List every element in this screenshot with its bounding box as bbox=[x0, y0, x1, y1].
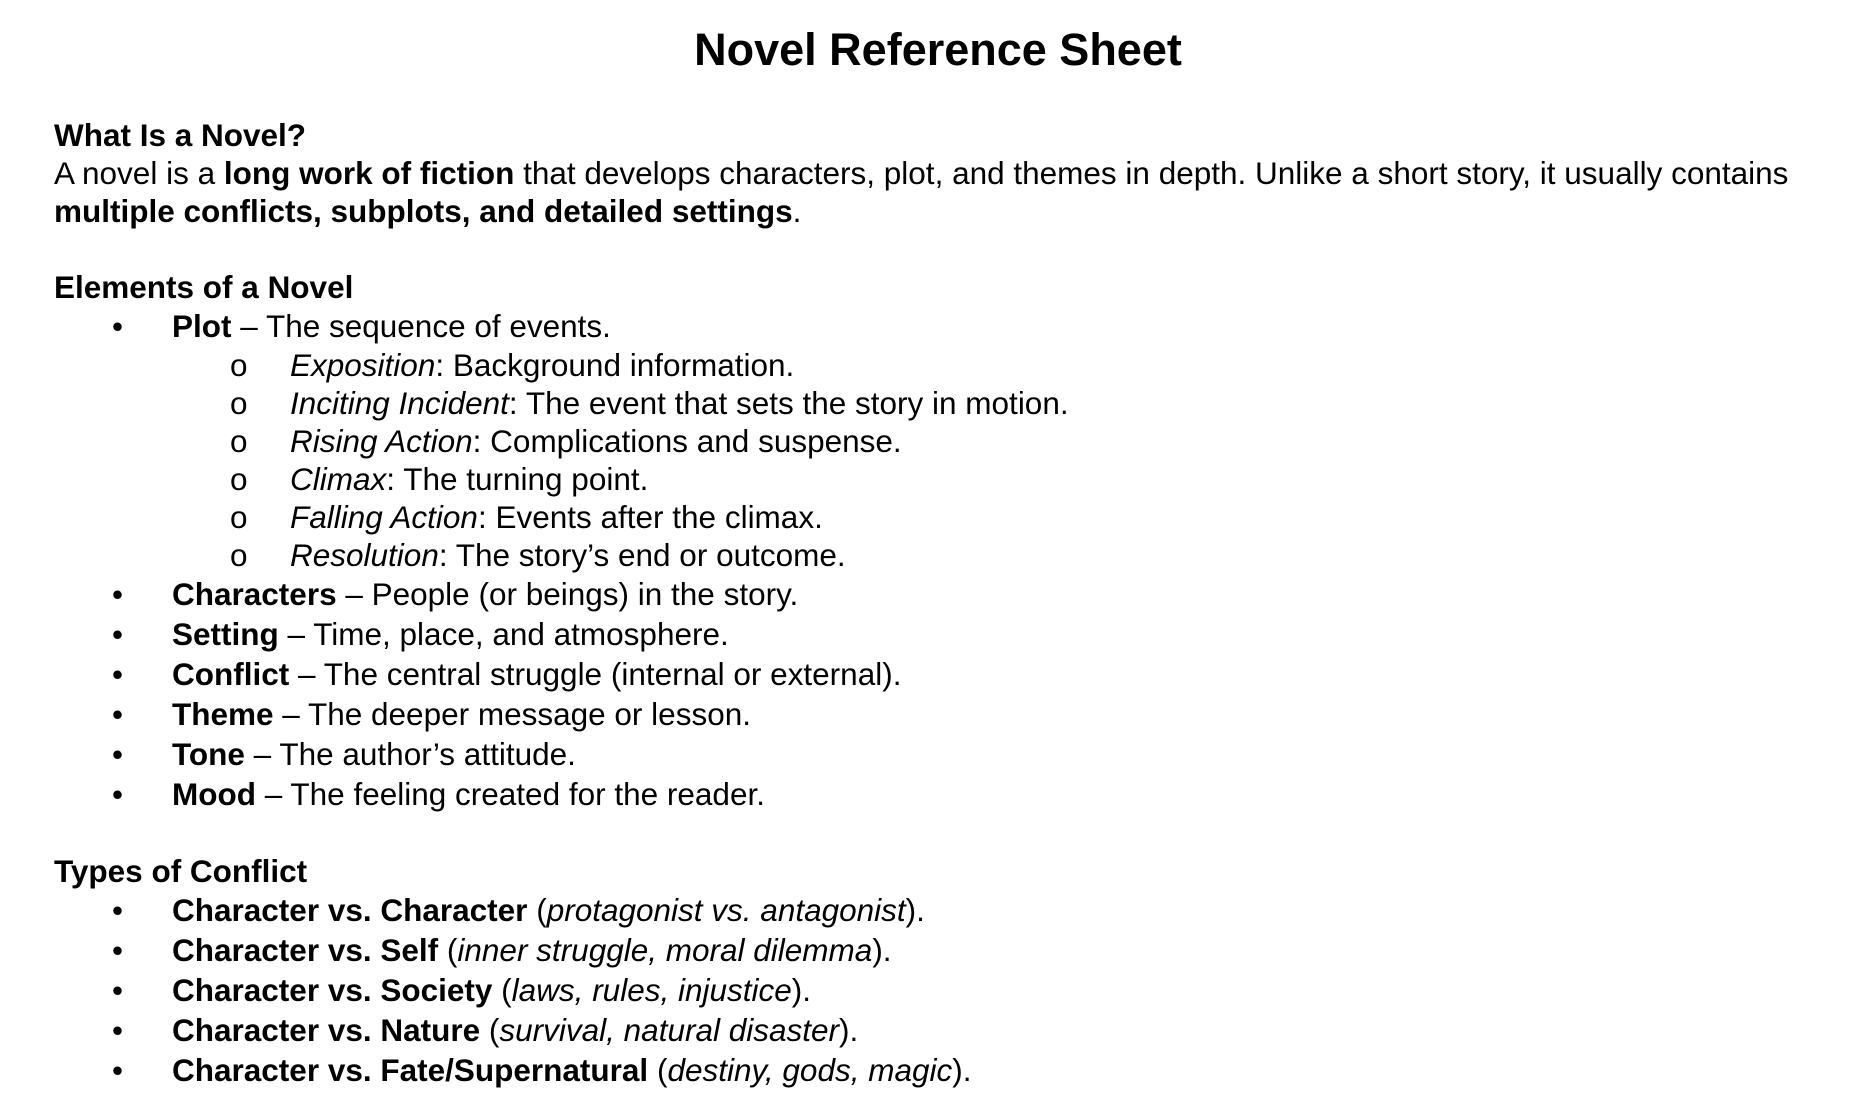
stage-term: Climax bbox=[290, 461, 387, 497]
conflict-example: laws, rules, injustice bbox=[511, 972, 792, 1008]
list-item-conflict bbox=[54, 970, 1834, 1010]
circle-bullet-icon: o bbox=[230, 347, 248, 383]
conflict-close: ). bbox=[791, 972, 812, 1008]
bullet-icon: • bbox=[112, 892, 124, 928]
spacer bbox=[54, 814, 1834, 852]
element-desc: – People (or beings) in the story. bbox=[336, 576, 799, 612]
bullet-icon: • bbox=[112, 736, 124, 772]
document-title: Novel Reference Sheet bbox=[694, 24, 1182, 75]
list-item-element bbox=[54, 694, 1834, 734]
conflict-open: ( bbox=[527, 892, 547, 928]
stage-term: Inciting Incident bbox=[290, 385, 509, 421]
conflict-open: ( bbox=[438, 932, 458, 968]
stage-desc: : Background information. bbox=[435, 347, 795, 383]
bullet-icon: • bbox=[112, 932, 124, 968]
list-item-conflict bbox=[54, 930, 1834, 970]
list-item-conflict bbox=[54, 890, 1834, 930]
stage-desc: : The story’s end or outcome. bbox=[438, 537, 846, 573]
section-heading-what-is: What Is a Novel? bbox=[54, 117, 307, 153]
definition-text-3: . bbox=[792, 193, 802, 229]
conflict-example: destiny, gods, magic bbox=[667, 1052, 953, 1088]
plot-stage-item bbox=[54, 346, 1834, 384]
stage-term: Exposition bbox=[290, 347, 436, 383]
stage-term: Resolution bbox=[290, 537, 439, 573]
list-item-element bbox=[54, 614, 1834, 654]
conflict-term: Character vs. Fate/Supernatural bbox=[172, 1052, 649, 1088]
list-item-conflict bbox=[54, 1010, 1834, 1050]
element-desc: – The feeling created for the reader. bbox=[255, 776, 765, 812]
conflict-close: ). bbox=[905, 892, 925, 928]
plot-stage-item bbox=[54, 498, 1834, 536]
document-body bbox=[54, 116, 1834, 1090]
list-item-element bbox=[54, 774, 1834, 814]
conflict-term: Character vs. Society bbox=[172, 972, 493, 1008]
element-desc: – The deeper message or lesson. bbox=[273, 696, 751, 732]
stage-desc: : The event that sets the story in motion. bbox=[508, 385, 1069, 421]
section-heading-elements: Elements of a Novel bbox=[54, 269, 354, 305]
conflict-close: ). bbox=[839, 1012, 859, 1048]
stage-desc: : Complications and suspense. bbox=[472, 423, 902, 459]
spacer bbox=[54, 230, 1834, 268]
bullet-icon: • bbox=[112, 1052, 124, 1088]
list-item-element bbox=[54, 574, 1834, 614]
list-item-element bbox=[54, 654, 1834, 694]
definition-bold-2: multiple conflicts, subplots, and detailed settings bbox=[54, 193, 793, 229]
bullet-icon: • bbox=[112, 308, 124, 344]
conflict-close: ). bbox=[952, 1052, 972, 1088]
bullet-icon: • bbox=[112, 696, 124, 732]
element-term: Conflict bbox=[172, 656, 290, 692]
conflict-example: survival, natural disaster bbox=[499, 1012, 840, 1048]
conflict-open: ( bbox=[648, 1052, 668, 1088]
bullet-icon: • bbox=[112, 1012, 124, 1048]
element-desc: – Time, place, and atmosphere. bbox=[278, 616, 729, 652]
element-term: Mood bbox=[172, 776, 256, 812]
element-term: Plot bbox=[172, 308, 232, 344]
plot-stage-item bbox=[54, 536, 1834, 574]
bullet-icon: • bbox=[112, 972, 124, 1008]
section-heading-conflict: Types of Conflict bbox=[54, 853, 308, 889]
bullet-icon: • bbox=[112, 616, 124, 652]
bullet-icon: • bbox=[112, 656, 124, 692]
plot-stage-item bbox=[54, 460, 1834, 498]
stage-desc: : The turning point. bbox=[386, 461, 649, 497]
conflict-example: protagonist vs. antagonist bbox=[546, 892, 906, 928]
conflict-term: Character vs. Self bbox=[172, 932, 439, 968]
element-desc: – The central struggle (internal or external). bbox=[289, 656, 902, 692]
definition-paragraph bbox=[54, 154, 1834, 230]
conflict-open: ( bbox=[492, 972, 512, 1008]
circle-bullet-icon: o bbox=[230, 461, 248, 497]
list-item-conflict bbox=[54, 1050, 1834, 1090]
plot-stage-item bbox=[54, 384, 1834, 422]
circle-bullet-icon: o bbox=[230, 499, 248, 535]
definition-text-2: that develops characters, plot, and themes in depth. Unlike a short story, it usually contains bbox=[514, 155, 1789, 191]
conflict-open: ( bbox=[480, 1012, 500, 1048]
list-item-plot bbox=[54, 306, 1834, 574]
element-term: Characters bbox=[172, 576, 337, 612]
stage-term: Falling Action bbox=[290, 499, 478, 535]
definition-bold-1: long work of fiction bbox=[223, 155, 515, 191]
conflict-term: Character vs. Nature bbox=[172, 1012, 481, 1048]
element-desc: – The sequence of events. bbox=[231, 308, 611, 344]
circle-bullet-icon: o bbox=[230, 537, 248, 573]
plot-stages-list bbox=[172, 346, 1834, 574]
bullet-icon: • bbox=[112, 776, 124, 812]
element-term: Tone bbox=[172, 736, 245, 772]
list-item-element bbox=[54, 734, 1834, 774]
conflict-list bbox=[54, 890, 1834, 1090]
plot-stage-item bbox=[54, 422, 1834, 460]
circle-bullet-icon: o bbox=[230, 423, 248, 459]
element-desc: – The author’s attitude. bbox=[244, 736, 576, 772]
stage-term: Rising Action bbox=[290, 423, 473, 459]
conflict-example: inner struggle, moral dilemma bbox=[457, 932, 873, 968]
conflict-close: ). bbox=[872, 932, 892, 968]
stage-desc: : Events after the climax. bbox=[477, 499, 823, 535]
elements-list bbox=[54, 306, 1834, 814]
element-term: Setting bbox=[172, 616, 279, 652]
definition-text-1: A novel is a bbox=[54, 155, 224, 191]
conflict-term: Character vs. Character bbox=[172, 892, 528, 928]
element-term: Theme bbox=[172, 696, 274, 732]
circle-bullet-icon: o bbox=[230, 385, 248, 421]
bullet-icon: • bbox=[112, 576, 124, 612]
